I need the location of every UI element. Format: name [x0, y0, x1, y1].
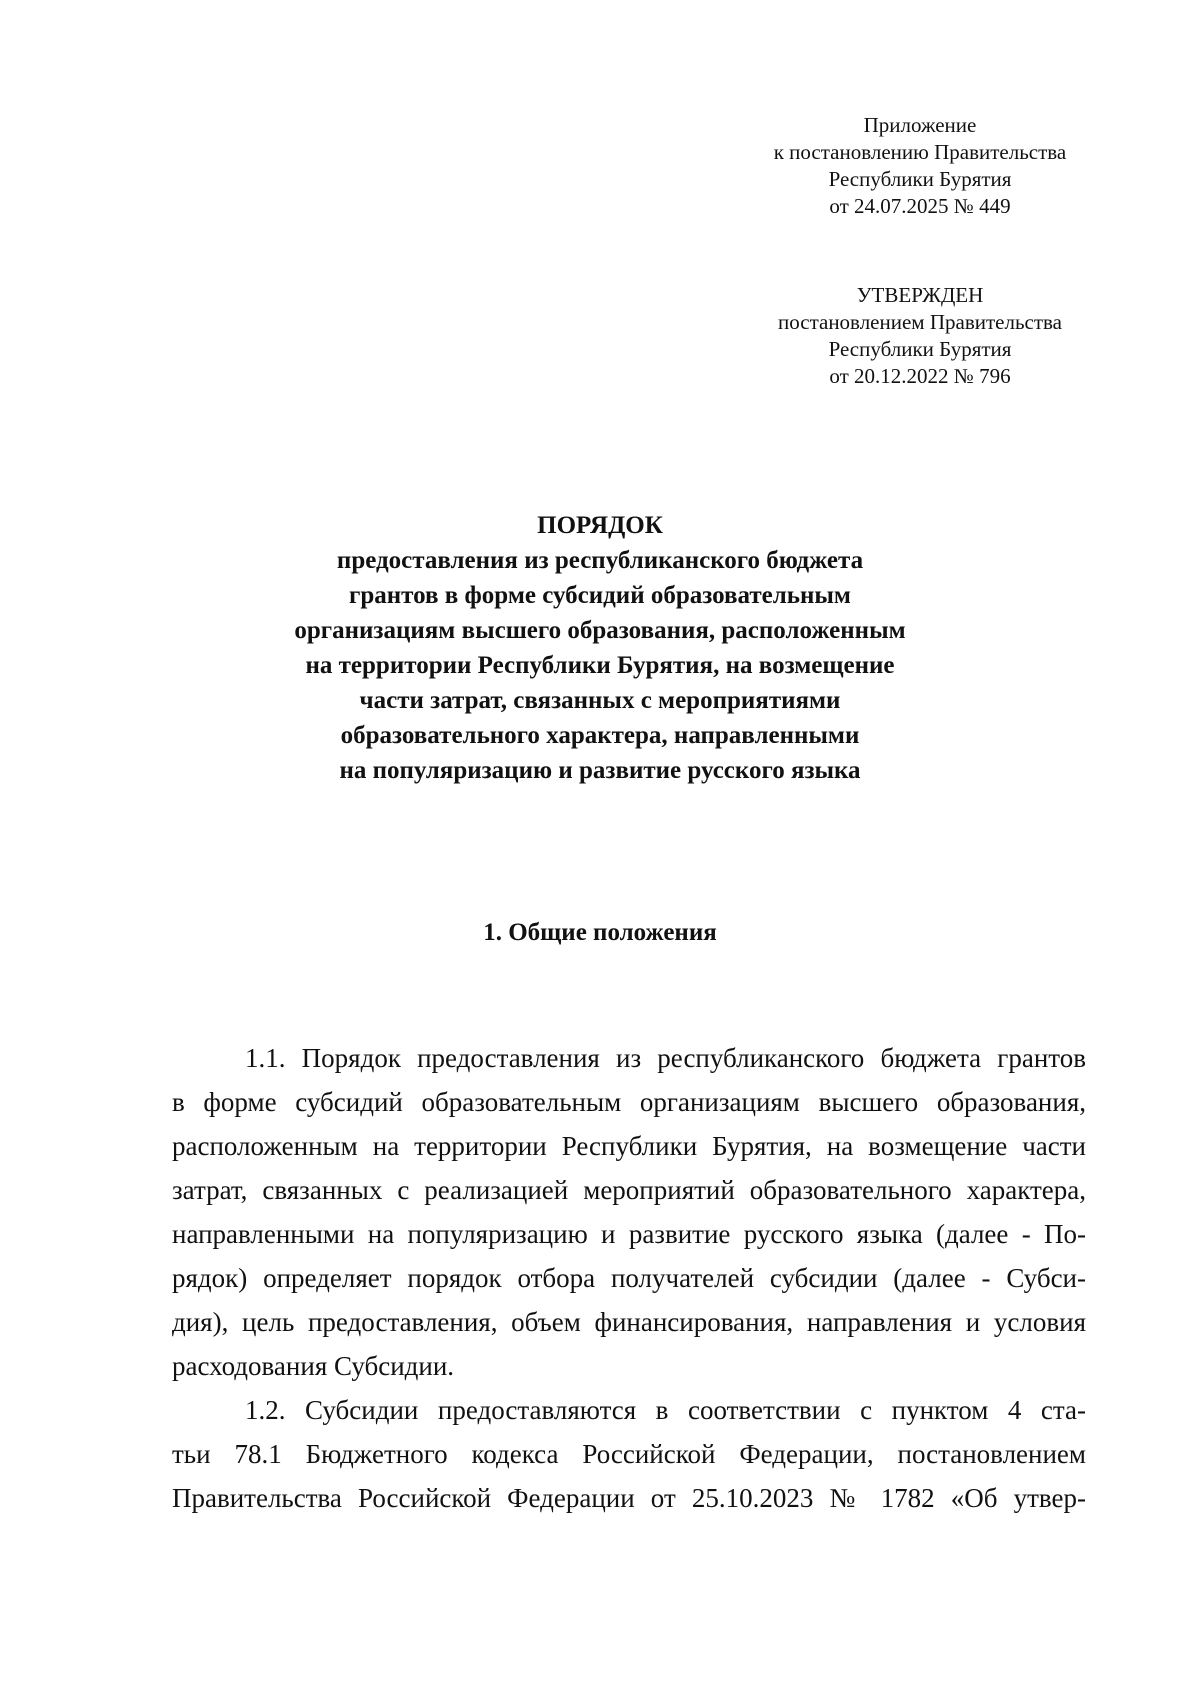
paragraph-1-1	[172, 1036, 1086, 1388]
paragraph-line: 1.1. Порядок предоставления из республиканского бюджета грантов	[245, 1043, 1086, 1073]
paragraph-line: рядок) определяет порядок отбора получателей субсидии (далее - Субси-	[172, 1263, 1086, 1293]
section-heading: 1. Общие положения	[483, 919, 717, 946]
attachment-reference: к постановлению Правительства	[773, 140, 1067, 164]
approval-region: Республики Бурятия	[828, 337, 1012, 361]
paragraph-1-2	[172, 1388, 1086, 1520]
paragraph-line: тьи 78.1 Бюджетного кодекса Российской Федерации, постановлением	[172, 1439, 1086, 1469]
approval-reference: постановлением Правительства	[777, 310, 1062, 334]
title-line: на популяризацию и развитие русского языка	[339, 757, 861, 784]
title-line: части затрат, связанных с мероприятиями	[359, 687, 841, 714]
title-line: образовательного характера, направленными	[340, 722, 860, 749]
paragraph-line: расходования Субсидии.	[172, 1351, 455, 1381]
paragraph-line: расположенным на территории Республики Бурятия, на возмещение части	[172, 1131, 1086, 1161]
paragraph-line: Правительства Российской Федерации от 25.10.2023 № 1782 «Об утвер-	[172, 1483, 1086, 1513]
paragraph-line: в форме субсидий образовательным организациям высшего образования,	[172, 1087, 1086, 1117]
document-title	[200, 508, 1000, 788]
paragraph-line: 1.2. Субсидии предоставляются в соответствии с пунктом 4 ста-	[245, 1395, 1086, 1425]
title-line: грантов в форме субсидий образовательным	[349, 582, 851, 609]
attachment-label: Приложение	[863, 113, 977, 137]
section-body	[172, 1036, 1086, 1520]
approval-header	[720, 282, 1120, 390]
approval-label: УТВЕРЖДЕН	[856, 283, 984, 307]
attachment-date-number: от 24.07.2025 № 449	[829, 194, 1011, 218]
title-line: ПОРЯДОК	[537, 512, 663, 539]
attachment-region: Республики Бурятия	[828, 167, 1012, 191]
paragraph-line: затрат, связанных с реализацией мероприятий образовательного характера,	[172, 1175, 1086, 1205]
title-line: организациям высшего образования, расположенным	[294, 617, 906, 644]
title-line: на территории Республики Бурятия, на возмещение	[305, 652, 895, 679]
approval-date-number: от 20.12.2022 № 796	[829, 364, 1011, 388]
paragraph-line: дия), цель предоставления, объем финансирования, направления и условия	[172, 1307, 1086, 1337]
attachment-header	[720, 112, 1120, 220]
title-line: предоставления из республиканского бюджета	[336, 547, 864, 574]
paragraph-line: направленными на популяризацию и развитие русского языка (далее - По-	[172, 1219, 1086, 1249]
